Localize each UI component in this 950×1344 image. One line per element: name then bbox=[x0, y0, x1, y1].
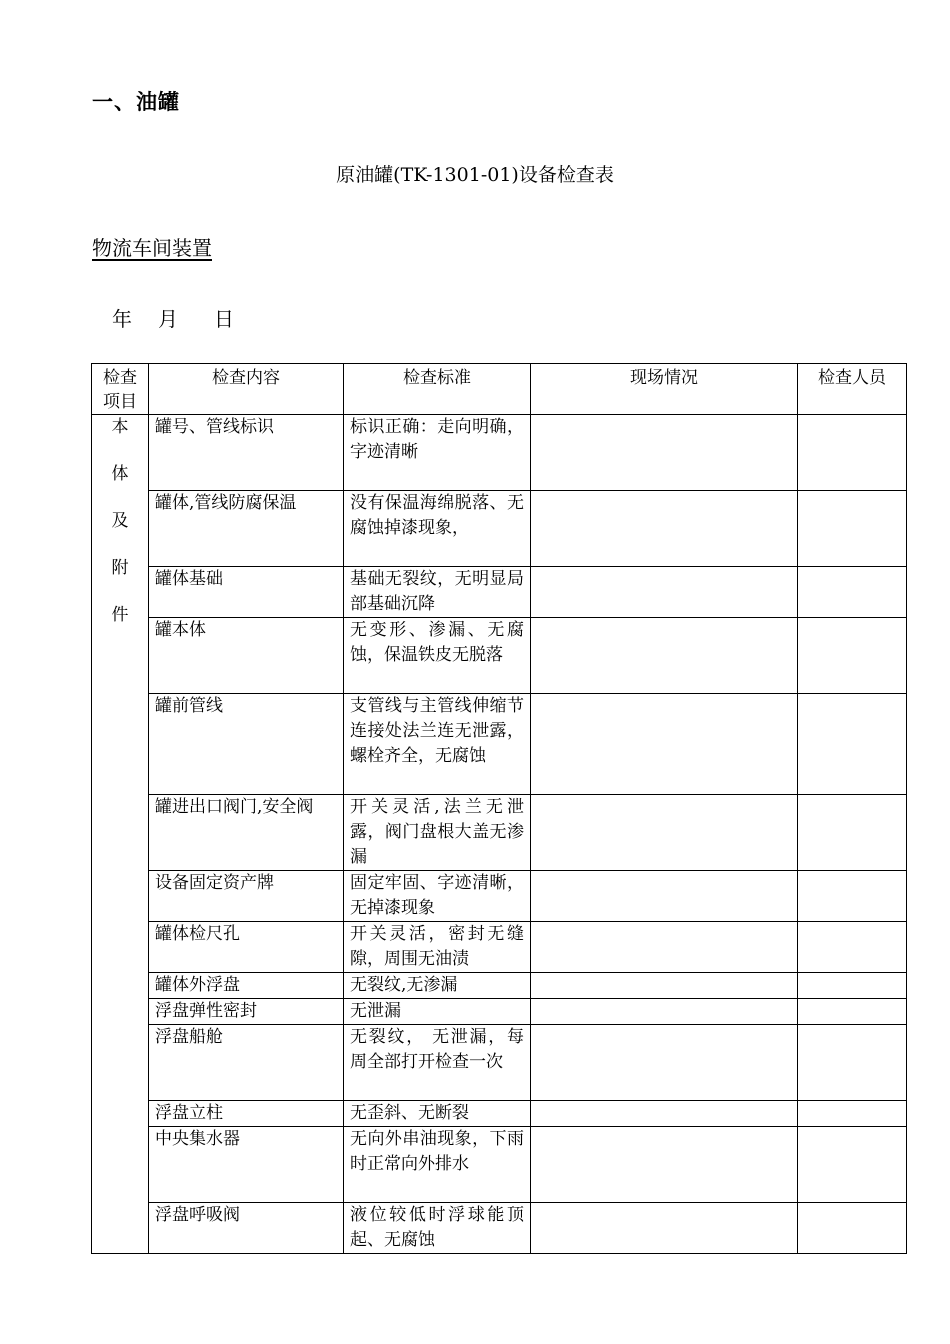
row-situation[interactable] bbox=[531, 1127, 798, 1203]
row-inspector[interactable] bbox=[798, 1025, 907, 1101]
table-row bbox=[92, 1203, 907, 1254]
row-situation[interactable] bbox=[531, 491, 798, 567]
header-content: 检查内容 bbox=[149, 364, 344, 415]
table-row bbox=[92, 694, 907, 795]
row-inspector[interactable] bbox=[798, 1203, 907, 1254]
table-row bbox=[92, 973, 907, 999]
item-group-char: 及 bbox=[111, 511, 129, 531]
row-standard: 没有保温海绵脱落、无腐蚀掉漆现象， bbox=[344, 491, 531, 567]
table-row bbox=[92, 1127, 907, 1203]
table-row bbox=[92, 795, 907, 871]
header-inspector: 检查人员 bbox=[798, 364, 907, 415]
row-situation[interactable] bbox=[531, 1025, 798, 1101]
row-situation[interactable] bbox=[531, 1203, 798, 1254]
row-inspector[interactable] bbox=[798, 567, 907, 618]
row-inspector[interactable] bbox=[798, 922, 907, 973]
date-line bbox=[112, 303, 234, 332]
row-content: 罐体检尺孔 bbox=[149, 922, 344, 973]
row-standard: 无变形、渗漏、无腐蚀，保温铁皮无脱落 bbox=[344, 618, 531, 694]
row-content: 罐进出口阀门,安全阀 bbox=[149, 795, 344, 871]
document-title: 原油罐(TK-1301-01)设备检查表 bbox=[336, 164, 614, 186]
table-row bbox=[92, 1025, 907, 1101]
row-standard: 支管线与主管线伸缩节连接处法兰连无泄露，螺栓齐全，无腐蚀 bbox=[344, 694, 531, 795]
date-month: 月 bbox=[158, 307, 178, 331]
table-row bbox=[92, 999, 907, 1025]
inspection-table bbox=[91, 363, 907, 1254]
row-standard: 标识正确：走向明确，字迹清晰 bbox=[344, 415, 531, 491]
item-group-char: 件 bbox=[111, 605, 129, 625]
row-situation[interactable] bbox=[531, 795, 798, 871]
item-group-cell bbox=[92, 415, 149, 1254]
row-content: 罐体基础 bbox=[149, 567, 344, 618]
row-inspector[interactable] bbox=[798, 1101, 907, 1127]
table-row bbox=[92, 415, 907, 491]
workshop-label: 物流车间装置 bbox=[92, 236, 212, 260]
row-inspector[interactable] bbox=[798, 1127, 907, 1203]
row-content: 罐前管线 bbox=[149, 694, 344, 795]
item-group-char: 体 bbox=[111, 464, 129, 484]
row-situation[interactable] bbox=[531, 567, 798, 618]
row-content: 浮盘弹性密封 bbox=[149, 999, 344, 1025]
date-day: 日 bbox=[214, 307, 234, 331]
row-situation[interactable] bbox=[531, 1101, 798, 1127]
row-standard: 开关灵活，密封无缝隙，周围无油渍 bbox=[344, 922, 531, 973]
table-row bbox=[92, 871, 907, 922]
row-content: 浮盘船舱 bbox=[149, 1025, 344, 1101]
row-content: 设备固定资产牌 bbox=[149, 871, 344, 922]
row-standard: 无泄漏 bbox=[344, 999, 531, 1025]
table-row bbox=[92, 491, 907, 567]
row-situation[interactable] bbox=[531, 999, 798, 1025]
row-inspector[interactable] bbox=[798, 618, 907, 694]
row-inspector[interactable] bbox=[798, 999, 907, 1025]
header-item: 检查项目 bbox=[92, 364, 149, 415]
row-standard: 无向外串油现象，下雨时正常向外排水 bbox=[344, 1127, 531, 1203]
row-inspector[interactable] bbox=[798, 795, 907, 871]
row-standard: 液位较低时浮球能顶起、无腐蚀 bbox=[344, 1203, 531, 1254]
date-year: 年 bbox=[112, 307, 132, 331]
row-standard: 无歪斜、无断裂 bbox=[344, 1101, 531, 1127]
row-content: 浮盘呼吸阀 bbox=[149, 1203, 344, 1254]
row-situation[interactable] bbox=[531, 694, 798, 795]
row-situation[interactable] bbox=[531, 973, 798, 999]
table-row bbox=[92, 1101, 907, 1127]
row-inspector[interactable] bbox=[798, 871, 907, 922]
row-situation[interactable] bbox=[531, 871, 798, 922]
row-inspector[interactable] bbox=[798, 973, 907, 999]
row-standard: 基础无裂纹，无明显局部基础沉降 bbox=[344, 567, 531, 618]
row-content: 罐体,管线防腐保温 bbox=[149, 491, 344, 567]
row-content: 罐号、管线标识 bbox=[149, 415, 344, 491]
header-standard: 检查标准 bbox=[344, 364, 531, 415]
row-situation[interactable] bbox=[531, 618, 798, 694]
row-standard: 开关灵活,法兰无泄露，阀门盘根大盖无渗漏 bbox=[344, 795, 531, 871]
row-standard: 无裂纹,无渗漏 bbox=[344, 973, 531, 999]
row-inspector[interactable] bbox=[798, 491, 907, 567]
row-content: 罐本体 bbox=[149, 618, 344, 694]
row-content: 罐体外浮盘 bbox=[149, 973, 344, 999]
item-group-char: 附 bbox=[111, 558, 129, 578]
table-row bbox=[92, 922, 907, 973]
row-situation[interactable] bbox=[531, 922, 798, 973]
table-row bbox=[92, 618, 907, 694]
row-content: 浮盘立柱 bbox=[149, 1101, 344, 1127]
table-row bbox=[92, 567, 907, 618]
item-group-char: 本 bbox=[111, 417, 129, 437]
row-standard: 固定牢固、字迹清晰，无掉漆现象 bbox=[344, 871, 531, 922]
row-inspector[interactable] bbox=[798, 694, 907, 795]
row-inspector[interactable] bbox=[798, 415, 907, 491]
header-situation: 现场情况 bbox=[531, 364, 798, 415]
row-content: 中央集水器 bbox=[149, 1127, 344, 1203]
row-standard: 无裂纹， 无泄漏，每周全部打开检查一次 bbox=[344, 1025, 531, 1101]
table-header-row bbox=[92, 364, 907, 415]
row-situation[interactable] bbox=[531, 415, 798, 491]
section-heading: 一、油罐 bbox=[92, 89, 180, 114]
